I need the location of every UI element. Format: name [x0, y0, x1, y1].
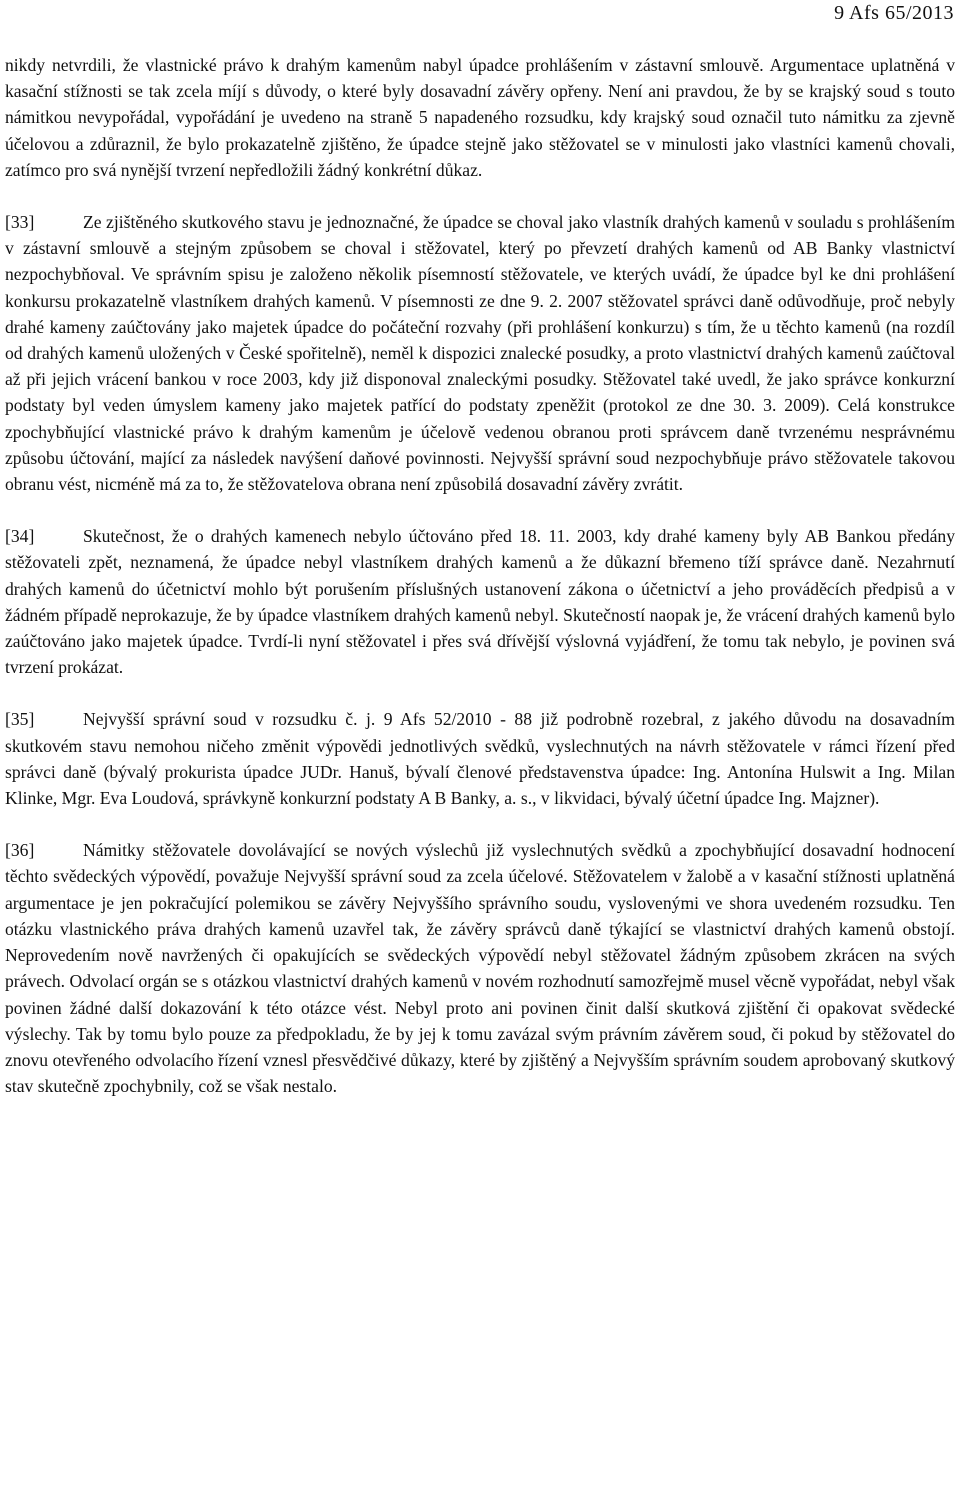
- paragraph-35: [5, 706, 955, 811]
- paragraph-number: [36]: [5, 840, 35, 861]
- paragraph-text: Námitky stěžovatele dovolávající se nových výslechů již vyslechnutých svědků a zpochybňující dosavadní hodnocení těchto svědeckých výpovědí, považuje Nejvyšší správní soud za zcela účelové. Stěžovatelem v žalobě a v kasační stížnosti uplatněná argumentace je jen pokračující polemikou se závěry Nejvyššího správního soudu, vyslovenými ve shora uvedeném rozsudku. Ten otázku vlastnického práva drahých kamenů uzavřel tak, že závěry správců daně týkající se vlastnictví drahých kamenů obstojí. Neprovedením nově navržených či opakujících se svědeckých výpovědí nebyl stěžovatel žádným způsobem zkrácen na svých právech. Odvolací orgán se s otázkou vlastnictví drahých kamenů v novém rozhodnutí samozřejmě musel věcně vypořádat, nebyl však povinen žádné další dokazování k této otázce vést. Nebyl proto ani povinen činit další skutková zjištění či opakovat svědecké výslechy. Tak by tomu bylo pouze za předpokladu, že by jej k tomu zavázal svým právním závěrem soud, či pokud by stěžovatel do znovu otevřeného odvolacího řízení vznesl přesvědčivé důkazy, které by zjištěný a Nejvyšším správním soudem aprobovaný skutkový stav skutečně zpochybnily, což se však nestalo.: [5, 840, 955, 1097]
- paragraph-number: [34]: [5, 526, 35, 547]
- paragraph-34: [5, 523, 955, 680]
- paragraph-number: [35]: [5, 709, 35, 730]
- document-body: [5, 52, 955, 1125]
- paragraph-text: Ze zjištěného skutkového stavu je jednoznačné, že úpadce se choval jako vlastník drahých kamenů v souladu s prohlášením v zástavní smlouvě a stejným způsobem se choval i stěžovatel, který po převzetí drahých kamenů od AB Banky vlastnictví nezpochybňoval. Ve správním spisu je založeno několik písemností stěžovatele, ve kterých uvádí, že úpadce byl ke dni prohlášení konkursu prokazatelně vlastníkem drahých kamenů. V písemnosti ze dne 9. 2. 2007 stěžovatel správci daně odůvodňuje, proč nebyly drahé kameny zaúčtovány jako majetek úpadce do počáteční rozvahy (při prohlášení konkurzu) s tím, že u těchto kamenů (na rozdíl od drahých kamenů uložených v České spořitelně), neměl k dispozici znalecké posudky, a proto vlastnictví drahých kamenů zaúčtoval až při jejich vrácení bankou v roce 2003, kdy již disponoval znaleckými posudky. Stěžovatel také uvedl, že jako správce konkurzní podstaty byl veden úmyslem kameny jako majetek patřící do podstaty zpeněžit (protokol ze dne 30. 3. 2009). Celá konstrukce zpochybňující vlastnické právo k drahým kamenům je účelově vedenou obranou proti správcem daně tvrzenému nesprávnému způsobu účtování, mající za následek navýšení daňové povinnosti. Nejvyšší správní soud nezpochybňuje právo stěžovatele takovou obranu vést, nicméně má za to, že stěžovatelova obrana není způsobilá dosavadní závěry zvrátit.: [5, 212, 955, 495]
- paragraph-continuation: [5, 52, 955, 183]
- paragraph-text: Skutečnost, že o drahých kamenech nebylo účtováno před 18. 11. 2003, kdy drahé kameny byly AB Bankou předány stěžovateli zpět, neznamená, že úpadce nebyl vlastníkem drahých kamenů a že důkazní břemeno tíží správce daně. Nezahrnutí drahých kamenů do účetnictví mohlo být porušením příslušných ustanovení zákona o účetnictví a jeho prováděcích předpisů a v žádném případě neprokazuje, že by úpadce vlastníkem drahých kamenů nebyl. Skutečností naopak je, že vrácení drahých kamenů bylo zaúčtováno jako majetek úpadce. Tvrdí-li nyní stěžovatel i přes svá dřívější výslovná vyjádření, že tomu tak nebylo, je povinen svá tvrzení prokázat.: [5, 526, 955, 678]
- paragraph-36: [5, 837, 955, 1099]
- paragraph-number: [33]: [5, 212, 35, 233]
- paragraph-33: [5, 209, 955, 497]
- paragraph-text: nikdy netvrdili, že vlastnické právo k drahým kamenům nabyl úpadce prohlášením v zástavní smlouvě. Argumentace uplatněná v kasační stížnosti se tak zcela míjí s důvody, o které byly dosavadní závěry opřeny. Není ani pravdou, že by se krajský soud s touto námitkou nevypořádal, vypořádání je uvedeno na straně 5 napadeného rozsudku, kdy krajský soud označil tuto námitku za zjevně účelovou a zdůraznil, že bylo prokazatelně zjištěno, že úpadce stejně jako stěžovatel se v minulosti jako vlastníci kamenů chovali, zatímco pro svá nynější tvrzení nepředložili žádný konkrétní důkaz.: [5, 55, 955, 180]
- paragraph-text: Nejvyšší správní soud v rozsudku č. j. 9 Afs 52/2010 - 88 již podrobně rozebral, z jakého důvodu na dosavadním skutkovém stavu nemohou ničeho změnit výpovědi jednotlivých svědků, vyslechnutých na návrh stěžovatele v rámci řízení před správci daně (bývalý prokurista úpadce JUDr. Hanuš, bývalí členové představenstva úpadce: Ing. Antonína Hulswit a Ing. Milan Klinke, Mgr. Eva Loudová, správkyně konkurzní podstaty A B Banky, a. s., v likvidaci, bývalý účetní úpadce Ing. Majzner).: [5, 709, 955, 809]
- case-number-header: 9 Afs 65/2013: [834, 2, 954, 24]
